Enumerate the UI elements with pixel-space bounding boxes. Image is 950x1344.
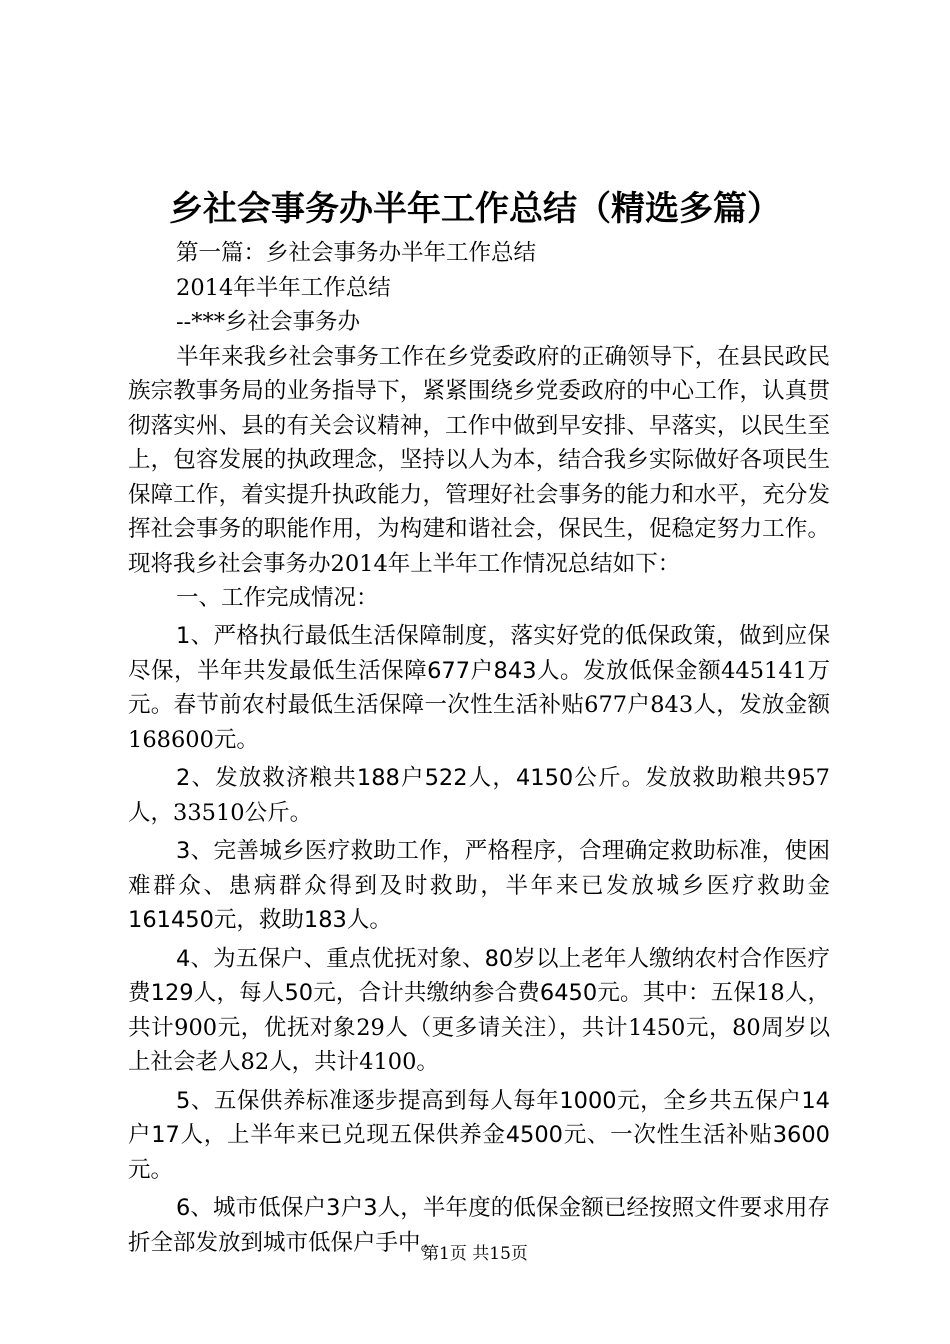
item-main-text: 2、发放救济粮共188户522人，4150公斤。 — [176, 765, 646, 791]
list-item — [128, 619, 830, 757]
author-line: --***乡社会事务办 — [176, 309, 360, 335]
page-footer: 第1页 共15页 — [422, 1244, 528, 1264]
intro-paragraph: 半年来我乡社会事务工作在乡党委政府的正确领导下，在县民政民族宗教事务局的业务指导下，紧紧围绕乡党委政府的中心工作，认真贯彻落实州、县的有关会议精神，工作中做到早安排、早落实，以民生至上，包容发展的执政理念，坚持以人为本，结合我乡实际做好各项民生保障工作，着实提升执政能力，管理好社会事务的能力和水平，充分发挥社会事务的职能作用，为构建和谐社会，保民生，促稳定努力工作。现将我乡社会事务办2014年上半年工作情况总结如下： — [128, 343, 830, 577]
item-main-text: 3、完善城乡医疗救助工作，严格程序，合理确定救助标准，使困难群众、患病群众得到及时救助，半年来已发放城乡医疗救助金161450元，救助183人。 — [128, 838, 830, 933]
list-item — [128, 834, 830, 938]
item-extra-text: 发放救助粮共957人，33510公斤。 — [128, 765, 830, 826]
item-main-text: 6、城市低保户3户3人，半年度的低保金额已经按照文件要求用存折全部发放到城市低保户手中。 — [128, 1195, 830, 1256]
item-main-text: 5、五保供养标准逐步提高到每人每年1000元，全乡共五保户14户17人，上半年来已兑现五保供养金4500元、一次性生活补贴3600元。 — [128, 1087, 830, 1183]
list-item — [128, 761, 830, 830]
item-extra-text: 发放低保金额445141万元。春节前农村最低生活保障一次性生活补贴677户843人，发放金额168600元。 — [128, 657, 830, 753]
item-main-text: 1、严格执行最低生活保障制度，落实好党的低保政策，做到应保尽保，半年共发最低生活保障677户843人。 — [128, 623, 830, 684]
item-extra-text: 其中：五保18人，共计900元，优抚对象29人（更多请关注），共计1450元，80周岁以上社会老人82人，共计4100。 — [128, 980, 830, 1075]
report-title-line: 2014年半年工作总结 — [176, 274, 391, 301]
list-item — [128, 942, 830, 1080]
chapter-heading: 第一篇：乡社会事务办半年工作总结 — [176, 240, 537, 266]
document-body — [128, 236, 830, 1260]
document-title: 乡社会事务办半年工作总结（精选多篇） — [169, 189, 781, 229]
item-main-text: 4、为五保户、重点优抚对象、80岁以上老年人缴纳农村合作医疗费129人，每人50元，合计共缴纳参合费6450元。 — [128, 945, 830, 1006]
section-heading: 一、工作完成情况： — [176, 585, 379, 611]
list-item — [128, 1084, 830, 1188]
